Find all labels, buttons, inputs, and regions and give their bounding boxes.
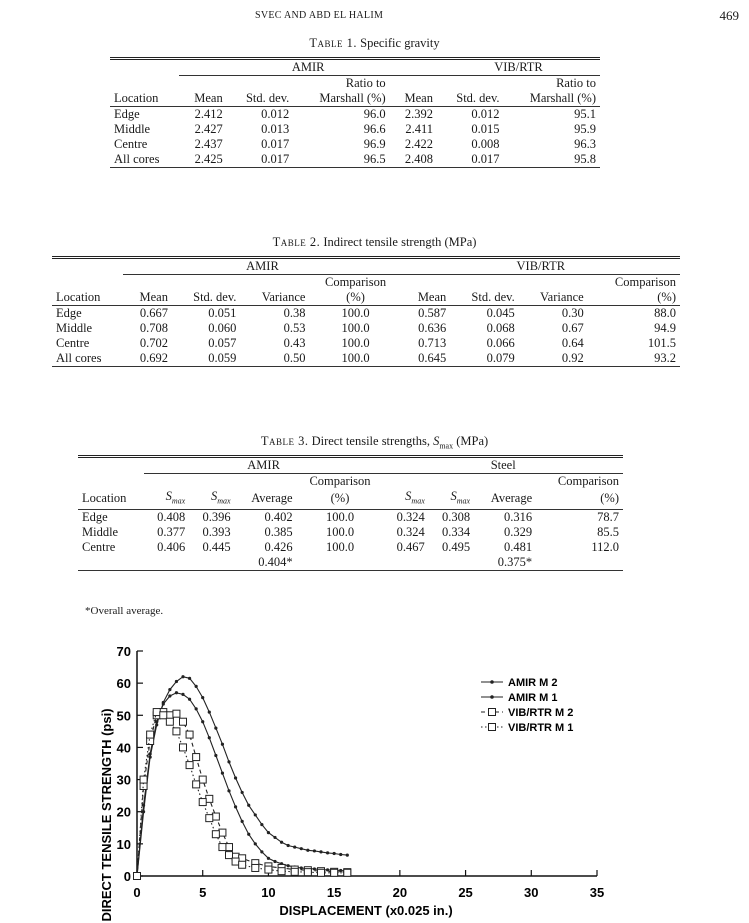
data-point [208, 736, 211, 739]
table-row [52, 336, 680, 351]
table2-col-mean-b: Mean [402, 290, 451, 306]
data-point [339, 869, 342, 872]
table-cell: 100.0 [325, 539, 355, 554]
chart-y-axis-label: DIRECT TENSILE STRENGTH (psi) [99, 708, 114, 922]
data-point [212, 813, 219, 820]
data-point [227, 789, 230, 792]
table-row [52, 306, 680, 322]
table-cell: 0.385 [264, 524, 293, 539]
data-point [241, 820, 244, 823]
table3-col-average-b: Average [474, 489, 536, 509]
table-cell: Edge [56, 306, 82, 320]
table-cell: 0.329 [504, 524, 533, 539]
data-point [273, 836, 276, 839]
table-cell: 0.402 [264, 509, 293, 524]
data-point [175, 680, 178, 683]
table-row [78, 509, 623, 525]
table-cell: 0.495 [441, 539, 471, 554]
table-cell: 0.012 [471, 107, 500, 121]
table3 [78, 455, 623, 571]
legend-marker [490, 695, 494, 699]
table-cell: 0.017 [227, 152, 294, 168]
table-cell: 100.0 [341, 336, 370, 350]
data-point [291, 868, 298, 875]
table1-col-ratio-a: Ratio to [345, 76, 386, 90]
table1-col-marshall-b: Marshall (%) [504, 91, 600, 107]
data-point [344, 869, 351, 876]
data-point [260, 823, 263, 826]
data-point [181, 693, 184, 696]
table-cell: 95.1 [574, 107, 596, 121]
data-point [247, 804, 250, 807]
table-cell: 0.012 [261, 107, 290, 121]
series-amir-m-2 [135, 675, 348, 877]
data-point [313, 849, 316, 852]
table-cell [429, 555, 474, 571]
table2-group-vib: VIB/RTR [402, 258, 680, 275]
table-cell: 0.316 [504, 509, 533, 524]
table2-col-std-a: Std. dev. [172, 290, 240, 306]
data-point [227, 760, 230, 763]
table-cell: 94.9 [654, 321, 676, 335]
legend-marker [489, 709, 496, 716]
table-row [110, 122, 600, 137]
data-point [195, 685, 198, 688]
tensile-strength-chart [0, 630, 749, 923]
data-point [318, 869, 325, 876]
table-cell: 96.9 [363, 137, 386, 151]
table-cell: Middle [56, 321, 93, 335]
y-tick-label: 0 [123, 869, 131, 884]
page-number: 469 [719, 8, 739, 23]
table2-col-variance-a: Variance [240, 290, 309, 306]
table-cell: 0.375* [474, 555, 536, 571]
table1-col-std-b: Std. dev. [437, 91, 504, 107]
data-point [186, 762, 193, 769]
table-cell: 96.0 [363, 107, 386, 121]
table-cell: 0.713 [418, 336, 447, 350]
data-point [247, 833, 250, 836]
table-cell: 0.068 [486, 321, 515, 335]
data-point [180, 744, 187, 751]
table1-group-amir: AMIR [179, 59, 437, 76]
data-point [219, 844, 226, 851]
table-cell: 0.53 [283, 321, 306, 335]
table-cell: 112.0 [591, 539, 619, 554]
x-tick-label: 10 [261, 885, 276, 900]
table3-label: Table 3. [260, 434, 309, 448]
table-cell: 0.50 [240, 351, 309, 367]
legend-entry [481, 677, 558, 689]
data-point [239, 861, 246, 868]
table-cell: Centre [56, 336, 90, 350]
data-point [180, 718, 187, 725]
table-cell: 2.427 [194, 122, 223, 136]
data-point [280, 841, 283, 844]
data-point [287, 844, 290, 847]
table-cell: 0.324 [396, 524, 425, 539]
x-tick-label: 30 [524, 885, 539, 900]
data-point [293, 845, 296, 848]
legend-label: VIB/RTR M 2 [508, 707, 574, 719]
x-tick-label: 15 [326, 885, 342, 900]
table3-col-average-a: Average [235, 489, 297, 509]
y-tick-label: 70 [116, 644, 131, 659]
table-cell: 96.3 [574, 137, 596, 151]
data-point [214, 727, 217, 730]
data-point [166, 718, 173, 725]
table-cell: 0.64 [561, 336, 584, 350]
table1-group-vib: VIB/RTR [437, 59, 600, 76]
data-point [346, 854, 349, 857]
table1-col-ratio-b: Ratio to [556, 76, 596, 90]
table-cell: 0.334 [441, 524, 471, 539]
data-point [201, 720, 204, 723]
x-tick-label: 25 [458, 885, 473, 900]
table-cell: 0.308 [441, 509, 471, 524]
table-cell: 0.92 [519, 351, 588, 367]
table2-col-comparison-b: Comparison [614, 275, 676, 289]
table-cell: 95.9 [574, 122, 596, 136]
table3-col-comparison-b: Comparison [557, 474, 619, 488]
table-cell: Edge [82, 509, 108, 524]
table-cell: 0.587 [418, 306, 447, 320]
data-point [188, 677, 191, 680]
table-cell: 96.6 [363, 122, 386, 136]
table-row [78, 540, 623, 555]
running-header: SVEC AND ABD EL HALIM [255, 10, 384, 21]
data-point [208, 710, 211, 713]
series-vib-rtr-m-2 [134, 709, 351, 880]
table2-col-pct-b: (%) [588, 290, 680, 306]
table-cell [536, 555, 623, 571]
data-point [199, 799, 206, 806]
table-cell: 0.396 [202, 509, 231, 524]
table-cell: 100.0 [309, 351, 401, 367]
table-cell: 2.425 [179, 152, 226, 168]
table-cell: 0.692 [123, 351, 172, 367]
table-cell: 0.38 [283, 306, 306, 320]
table1 [110, 57, 600, 168]
table2-col-comparison-a: Comparison [324, 275, 387, 289]
table-cell: 0.408 [157, 509, 186, 524]
table-cell: 88.0 [654, 306, 676, 320]
table-cell: 101.5 [647, 336, 676, 350]
table1-col-marshall-a: Marshall (%) [293, 91, 389, 107]
table1-label: Table 1. [309, 36, 357, 50]
table-cell: 2.412 [194, 107, 223, 121]
table-cell: Edge [114, 107, 140, 121]
table3-col-pct-b: (%) [536, 489, 623, 509]
table-row [110, 107, 600, 123]
table-cell: 0.426 [264, 539, 293, 554]
data-point [214, 754, 217, 757]
table-cell: 0.702 [139, 336, 168, 350]
table-cell: 0.008 [471, 137, 500, 151]
table2-col-pct-a: (%) [309, 290, 401, 306]
data-point [188, 698, 191, 701]
data-point [304, 869, 311, 876]
series-line [137, 677, 347, 876]
table-cell: 0.059 [172, 351, 240, 367]
table3-title: Direct tensile strengths, $S_{max}$ (MPa) [311, 434, 489, 451]
table-cell: 0.013 [261, 122, 290, 136]
table-cell: 0.708 [139, 321, 168, 335]
data-point [331, 869, 338, 876]
data-point [241, 791, 244, 794]
table1-col-mean-b: Mean [390, 91, 437, 107]
data-point [273, 860, 276, 863]
table-cell: 0.051 [208, 306, 237, 320]
table-row [52, 321, 680, 336]
data-point [265, 866, 272, 873]
legend-label: VIB/RTR M 1 [508, 722, 574, 734]
y-tick-label: 10 [116, 836, 131, 852]
data-point [162, 702, 165, 705]
data-point [267, 831, 270, 834]
table-cell: 0.67 [561, 321, 584, 335]
legend-marker [489, 724, 496, 731]
table3-col-smax-3: $S_{max}$ [383, 489, 428, 509]
x-tick-label: 35 [589, 885, 605, 900]
table-row [110, 152, 600, 168]
table-cell: 0.057 [208, 336, 237, 350]
data-point [199, 776, 206, 783]
table2-col-location: Location [52, 290, 123, 306]
table-cell: 96.5 [293, 152, 389, 168]
table-cell: 0.324 [396, 509, 425, 524]
y-tick-label: 20 [116, 804, 131, 820]
table-cell: 0.060 [208, 321, 237, 335]
data-point [260, 850, 263, 853]
data-point [134, 873, 141, 880]
table2 [52, 256, 680, 367]
x-tick-label: 0 [133, 885, 141, 900]
data-point [252, 864, 259, 871]
table-cell: 0.43 [283, 336, 306, 350]
table-row [52, 351, 680, 367]
data-point [206, 815, 213, 822]
data-point [254, 813, 257, 816]
table-cell: 2.411 [405, 122, 433, 136]
table-cell: 0.017 [437, 152, 504, 168]
table-cell: 100.0 [325, 524, 355, 539]
table-cell: 85.5 [597, 524, 619, 539]
series-vib-rtr-m-1 [134, 709, 351, 880]
data-point [153, 709, 160, 716]
table-cell: 0.045 [486, 306, 515, 320]
legend-entry [481, 707, 573, 719]
data-point [149, 752, 152, 755]
data-point [195, 707, 198, 710]
legend-label: AMIR M 1 [508, 692, 558, 704]
table-cell: 0.017 [261, 137, 290, 151]
table-cell: 2.392 [404, 107, 433, 121]
chart-x-axis-label: DISPLACEMENT (x0.025 in.) [279, 903, 453, 918]
table-cell: 0.667 [139, 306, 168, 320]
table-cell [78, 555, 144, 571]
table-cell: 78.7 [597, 509, 619, 524]
data-point [221, 743, 224, 746]
table-cell: 0.481 [504, 539, 533, 554]
data-point [234, 776, 237, 779]
table3-col-smax-4: $S_{max}$ [429, 489, 474, 509]
table-cell: 0.636 [418, 321, 447, 335]
data-point [306, 849, 309, 852]
table2-col-variance-b: Variance [519, 290, 588, 306]
data-point [300, 847, 303, 850]
data-point [168, 694, 171, 697]
data-point [234, 805, 237, 808]
table-cell: 100.0 [341, 306, 370, 320]
data-point [173, 710, 180, 717]
table3-col-smax-2: $S_{max}$ [189, 489, 234, 509]
table-cell: Centre [114, 137, 148, 151]
table-cell: 100.0 [325, 509, 355, 524]
table-cell: 2.408 [390, 152, 437, 168]
table-cell: 95.8 [504, 152, 600, 168]
table1-caption [0, 36, 749, 51]
legend-entry [481, 692, 558, 704]
table-cell: 0.467 [396, 539, 425, 554]
data-point [267, 857, 270, 860]
table-cell: Centre [82, 539, 116, 554]
table-cell: 0.079 [450, 351, 518, 367]
data-point [278, 868, 285, 875]
data-point [173, 728, 180, 735]
table3-col-location: Location [78, 489, 144, 509]
data-point [339, 853, 342, 856]
data-point [201, 696, 204, 699]
table2-col-mean-a: Mean [123, 290, 172, 306]
table-cell [383, 555, 428, 571]
table-cell: 0.015 [471, 122, 500, 136]
data-point [300, 866, 303, 869]
table-cell: All cores [110, 152, 179, 168]
table-cell: 0.066 [486, 336, 515, 350]
table-cell: 0.404* [235, 555, 297, 571]
table-cell: 2.422 [404, 137, 433, 151]
table3-col-pct-a: (%) [297, 489, 384, 509]
y-tick-label: 50 [116, 708, 131, 724]
table3-caption [0, 434, 749, 451]
data-point [160, 712, 167, 719]
table2-title: Indirect tensile strength (MPa) [323, 235, 477, 249]
table-row [78, 555, 623, 571]
table-cell: 0.445 [202, 539, 231, 554]
data-point [140, 776, 147, 783]
data-point [313, 867, 316, 870]
table-cell: Middle [114, 122, 151, 136]
table-row [78, 525, 623, 540]
y-tick-label: 30 [116, 772, 131, 788]
table3-group-steel: Steel [383, 457, 623, 474]
data-point [193, 781, 200, 788]
table-cell: Middle [82, 524, 119, 539]
table1-title: Specific gravity [360, 36, 440, 50]
table2-col-std-b: Std. dev. [450, 290, 518, 306]
data-point [319, 850, 322, 853]
table-cell: All cores [52, 351, 123, 367]
table2-caption [0, 235, 749, 250]
data-point [147, 731, 154, 738]
data-point [226, 852, 233, 859]
table3-group-amir: AMIR [144, 457, 384, 474]
x-tick-label: 5 [199, 885, 207, 900]
x-tick-label: 20 [392, 885, 408, 900]
table3-col-smax-1: $S_{max}$ [144, 489, 189, 509]
table1-col-std-a: Std. dev. [227, 91, 294, 107]
table1-col-mean-a: Mean [179, 91, 226, 107]
data-point [287, 864, 290, 867]
data-point [219, 829, 226, 836]
table-cell: 0.30 [561, 306, 584, 320]
data-point [168, 688, 171, 691]
table2-label: Table 2. [272, 235, 321, 249]
data-point [212, 831, 219, 838]
data-point [175, 691, 178, 694]
table-cell: 0.393 [202, 524, 231, 539]
legend-marker [490, 680, 494, 684]
data-point [193, 754, 200, 761]
table-cell: 93.2 [588, 351, 680, 367]
table1-col-location: Location [110, 91, 179, 107]
table-cell: 0.377 [157, 524, 186, 539]
table-cell: 0.406 [157, 539, 186, 554]
table-cell [297, 555, 384, 571]
data-point [221, 772, 224, 775]
table-cell: 0.645 [402, 351, 451, 367]
table-row [110, 137, 600, 152]
table2-group-amir: AMIR [123, 258, 401, 275]
table-cell [144, 555, 189, 571]
data-point [254, 842, 257, 845]
table3-col-comparison-a: Comparison [309, 474, 371, 488]
data-point [333, 852, 336, 855]
legend-label: AMIR M 2 [508, 677, 558, 689]
data-point [232, 858, 239, 865]
table3-footnote: *Overall average. [85, 605, 164, 617]
table-cell: 2.437 [194, 137, 223, 151]
data-point [326, 851, 329, 854]
table-cell [189, 555, 234, 571]
data-point [186, 731, 193, 738]
y-tick-label: 40 [116, 740, 131, 756]
data-point [226, 844, 233, 851]
table-cell: 100.0 [341, 321, 370, 335]
y-tick-label: 60 [116, 676, 131, 692]
legend-entry [481, 722, 573, 734]
data-point [206, 795, 213, 802]
data-point [181, 675, 184, 678]
